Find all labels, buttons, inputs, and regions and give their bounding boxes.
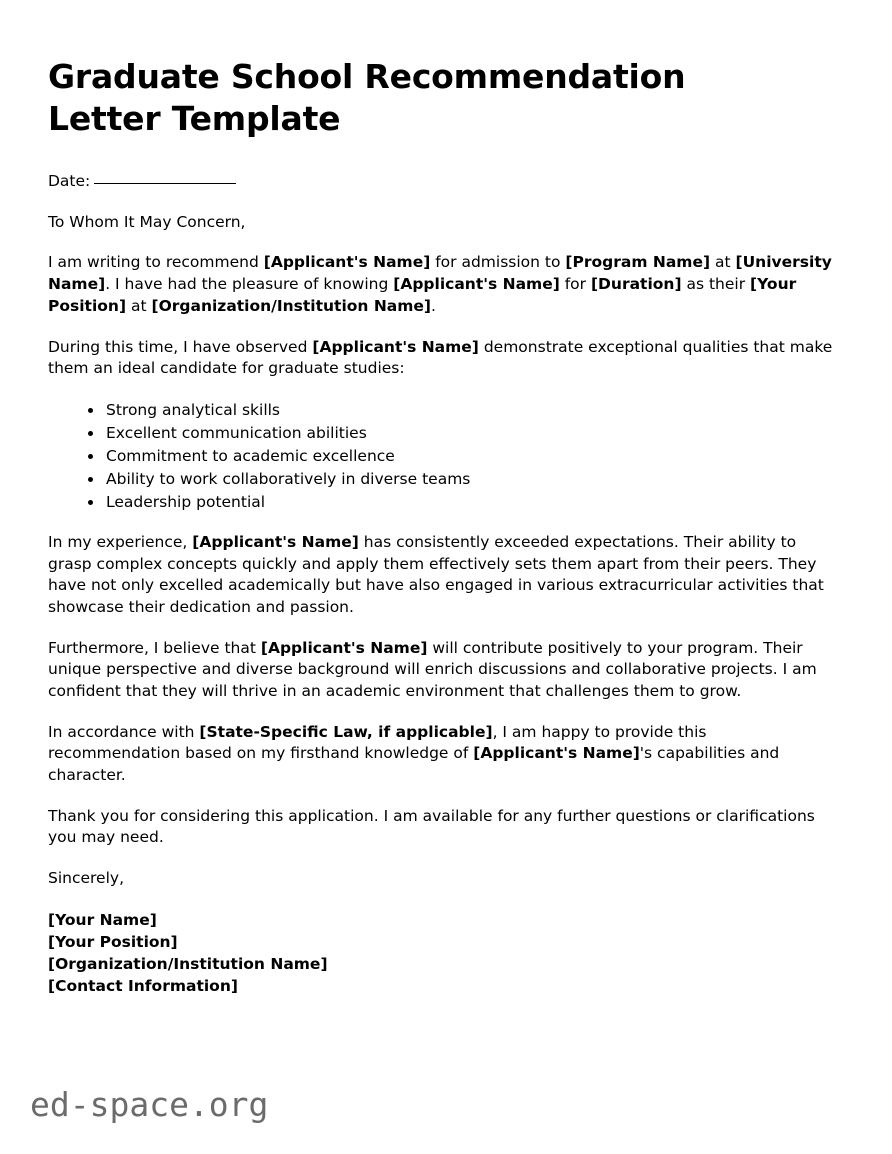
placeholder-applicant-name: [Applicant's Name]	[312, 337, 479, 356]
page-title: Graduate School Recommendation Letter Template	[48, 57, 686, 139]
date-blank-rule	[94, 183, 236, 184]
date-label: Date:	[48, 172, 91, 191]
signature-your-name: [Your Name]	[48, 910, 157, 929]
list-item: Strong analytical skills	[88, 399, 844, 421]
salutation: To Whom It May Concern,	[48, 213, 246, 232]
text-segment: During this time, I have observed	[48, 337, 313, 356]
placeholder-your-position: [Your Position]	[48, 275, 797, 315]
placeholder-applicant-name: [Applicant's Name]	[393, 275, 560, 294]
text-segment: .	[431, 296, 436, 315]
placeholder-applicant-name: [Applicant's Name]	[260, 638, 428, 657]
text-segment: , I am happy to provide this recommendation based on my firsthand knowledge of	[48, 722, 707, 763]
list-item: Commitment to academic excellence	[88, 445, 844, 467]
text-segment: as their	[681, 275, 751, 294]
text-segment: Furthermore, I believe that	[48, 638, 261, 657]
placeholder-university-name: [University Name]	[48, 253, 832, 294]
watermark: ed-space.org	[30, 1085, 269, 1124]
placeholder-program-name: [Program Name]	[565, 253, 711, 272]
placeholder-state-law: [State-Specific Law, if applicable]	[199, 722, 493, 741]
paragraph-experience	[48, 532, 840, 619]
placeholder-organization-name: [Organization/Institution Name]	[151, 296, 432, 315]
text-segment: 's capabilities and character.	[48, 744, 780, 785]
paragraph-furthermore	[48, 638, 840, 703]
text-segment: demonstrate exceptional qualities that make them an ideal candidate for graduate studies:	[48, 337, 833, 378]
placeholder-applicant-name: [Applicant's Name]	[473, 744, 640, 763]
text-segment: In my experience,	[48, 532, 193, 551]
list-item: Ability to work collaboratively in diverse teams	[88, 468, 844, 490]
paragraph-observed	[48, 337, 840, 380]
signature-block	[48, 909, 844, 997]
placeholder-applicant-name: [Applicant's Name]	[192, 532, 359, 551]
paragraph-legal	[48, 722, 840, 787]
signature-your-position: [Your Position]	[48, 932, 178, 951]
paragraph-thanks: Thank you for considering this application. I am available for any further questions or clarifications you may need.	[48, 806, 815, 847]
list-item: Leadership potential	[88, 491, 844, 513]
list-item: Excellent communication abilities	[88, 422, 844, 444]
text-segment: for admission to	[430, 253, 566, 272]
signature-organization: [Organization/Institution Name]	[48, 954, 328, 973]
placeholder-duration: [Duration]	[590, 275, 682, 294]
text-segment: for	[559, 275, 591, 294]
text-segment: will contribute positively to your program. Their unique perspective and diverse background will enrich discussions and collaborative projects. I am confident that they will thrive in an academic environment that challenges them to grow.	[48, 638, 817, 701]
text-segment: In accordance with	[48, 722, 200, 741]
text-segment: at	[710, 253, 736, 272]
signature-contact-info: [Contact Information]	[48, 976, 238, 995]
text-segment: . I have had the pleasure of knowing	[105, 275, 394, 294]
qualities-list	[48, 399, 844, 513]
text-segment: has consistently exceeded expectations. Their ability to grasp complex concepts quickly and apply them effectively sets them apart from their peers. They have not only excelled academically but have also engaged in various extracurricular activities that showcase their dedication and passion.	[48, 532, 824, 616]
placeholder-applicant-name: [Applicant's Name]	[263, 253, 431, 272]
closing: Sincerely,	[48, 869, 125, 888]
paragraph-intro	[48, 252, 840, 317]
text-segment: at	[126, 296, 152, 315]
text-segment: I am writing to recommend	[48, 253, 264, 272]
date-line	[48, 170, 838, 192]
